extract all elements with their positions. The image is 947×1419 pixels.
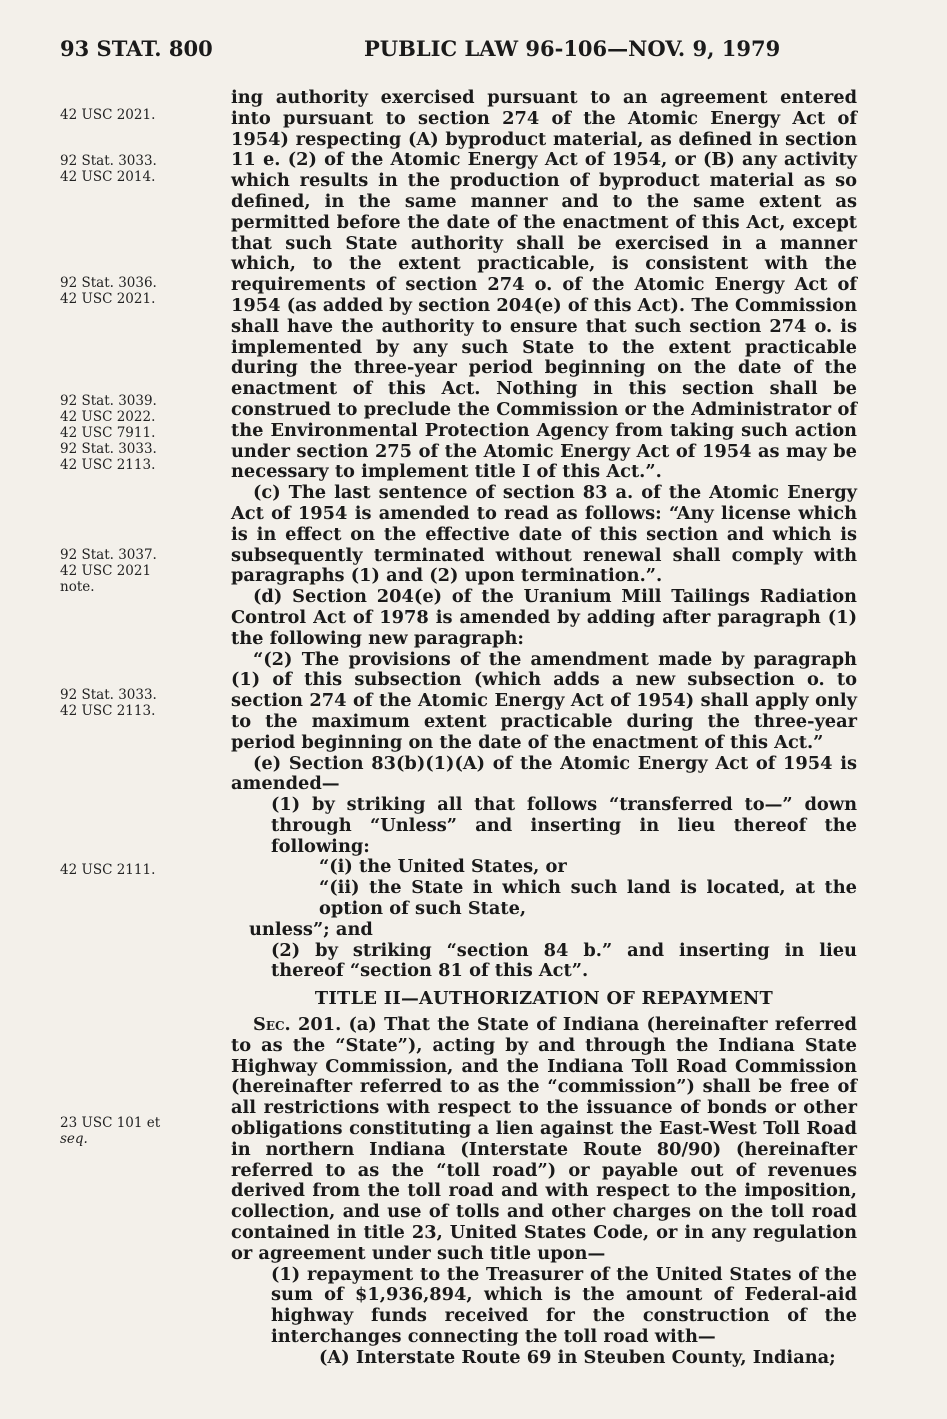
margin-note-line: 92 Stat. 3037.	[60, 547, 157, 563]
margin-note-line: 92 Stat. 3039.	[60, 393, 157, 409]
margin-note	[60, 862, 205, 878]
margin-note-line: note.	[60, 579, 95, 595]
margin-note-line: 42 USC 2022.	[60, 409, 156, 425]
margin-note-line: 23 USC 101 et	[60, 1115, 161, 1131]
paragraph-e: (e) Section 83(b)(1)(A) of the Atomic Energy Act of 1954 is amended—	[231, 752, 857, 795]
margin-note-line: 42 USC 7911.	[60, 425, 156, 441]
title-heading: TITLE II—AUTHORIZATION OF REPAYMENT	[314, 988, 774, 1010]
margin-note	[60, 1115, 205, 1147]
paragraph-e-2: (2) by striking “section 84 b.” and inserting in lieu thereof “section 81 of this Act”.	[271, 939, 857, 982]
margin-note-line: 42 USC 2021	[60, 563, 152, 579]
clause-ii: “(ii) the State in which such land is located, at the option of such State,	[319, 877, 857, 920]
margin-note-line: 92 Stat. 3033.	[60, 153, 157, 169]
margin-note	[60, 275, 205, 307]
margin-note	[60, 107, 205, 123]
margin-note	[60, 393, 205, 473]
margin-note-line: 42 USC 2111.	[60, 862, 156, 878]
section-label: Sec. 201.	[253, 1014, 342, 1036]
section-text: (a) That the State of Indiana (hereinafter referred to as the “State”), acting by and through the Indiana State Highway Commission, and the Indiana Toll Road Commission (hereinafter referred to as the “commission”) shall be free of all restrictions with respect to the issuance of bonds or other obligations constituting a lien against the East-West Toll Road in northern Indiana (Interstate Route 80/90) (hereinafter referred to as the “toll road”) or payable out of revenues derived from the toll road and with respect to the imposition, collection, and use of tolls and other charges on the toll road contained in title 23, United States Code, or in any regulation or agreement under such title upon—	[231, 1014, 857, 1264]
margin-note-line: 92 Stat. 3036.	[60, 275, 157, 291]
margin-note	[60, 687, 205, 719]
stat-page-number: 93 STAT. 800	[60, 36, 213, 61]
law-title: PUBLIC LAW 96-106—NOV. 9, 1979	[364, 36, 781, 61]
section-201-a	[231, 1015, 857, 1265]
paragraph-201-1: (1) repayment to the Treasurer of the United States of the sum of $1,936,894, which is the amount of Federal-aid highway funds received for the construction of the interchanges connecting the toll road with—	[271, 1263, 857, 1348]
paragraph-unless: unless”; and	[249, 918, 373, 940]
subparagraph-A: (A) Interstate Route 69 in Steuben County, Indiana;	[319, 1346, 836, 1368]
margin-note-line: 42 USC 2113.	[60, 457, 156, 473]
clause-i: “(i) the United States, or	[319, 856, 567, 878]
paragraph-e-1: (1) by striking all that follows “transferred to—” down through “Unless” and inserting in lieu thereof the following:	[271, 794, 857, 857]
paragraph-c: (c) The last sentence of section 83 a. of the Atomic Energy Act of 1954 is amended to read as follows: “Any license which is in effect on the effective date of this section and which is subsequently terminated without renewal shall comply with paragraphs (1) and (2) upon termination.”.	[231, 482, 857, 587]
margin-note-line: 42 USC 2113.	[60, 703, 156, 719]
paragraph: ing authority exercised pursuant to an agreement entered into pursuant to section 274 of the Atomic Energy Act of 1954) respecting (A) byproduct material, as defined in section 11 e. (2) of the Atomic Energy Act of 1954, or (B) any activity which results in the production of byproduct material as so defined, in the same manner and to the same extent as permitted before the date of the enactment of this Act, except that such State authority shall be exercised in a manner which, to the extent practicable, is consistent with the requirements of section 274 o. of the Atomic Energy Act of 1954 (as added by section 204(e) of this Act). The Commission shall have the authority to ensure that such section 274 o. is implemented by any such State to the extent practicable during the three-year period beginning on the date of the enactment of this Act. Nothing in this section shall be construed to preclude the Commission or the Administrator of the Environmental Protection Agency from taking such action under section 275 of the Atomic Energy Act of 1954 as may be necessary to implement title I of this Act.”.	[231, 87, 857, 483]
margin-note-line: 42 USC 2021.	[60, 107, 156, 123]
margin-note-line: 42 USC 2021.	[60, 291, 156, 307]
margin-note-line: 92 Stat. 3033.	[60, 687, 157, 703]
margin-note-line: 92 Stat. 3033.	[60, 441, 157, 457]
margin-note-line: 42 USC 2014.	[60, 169, 156, 185]
statute-body	[231, 88, 857, 1369]
paragraph-d: (d) Section 204(e) of the Uranium Mill Tailings Radiation Control Act of 1978 is amended by adding after paragraph (1) the following new paragraph:	[231, 586, 857, 649]
margin-note	[60, 547, 205, 595]
margin-note-line: seq.	[60, 1131, 88, 1147]
margin-note	[60, 153, 205, 185]
paragraph-quoted-2: “(2) The provisions of the amendment made by paragraph (1) of this subsection (which adds a new subsection o. to section 274 of the Atomic Energy Act of 1954) shall apply only to the maximum extent practicable during the three-year period beginning on the date of the enactment of this Act.”	[231, 648, 857, 753]
